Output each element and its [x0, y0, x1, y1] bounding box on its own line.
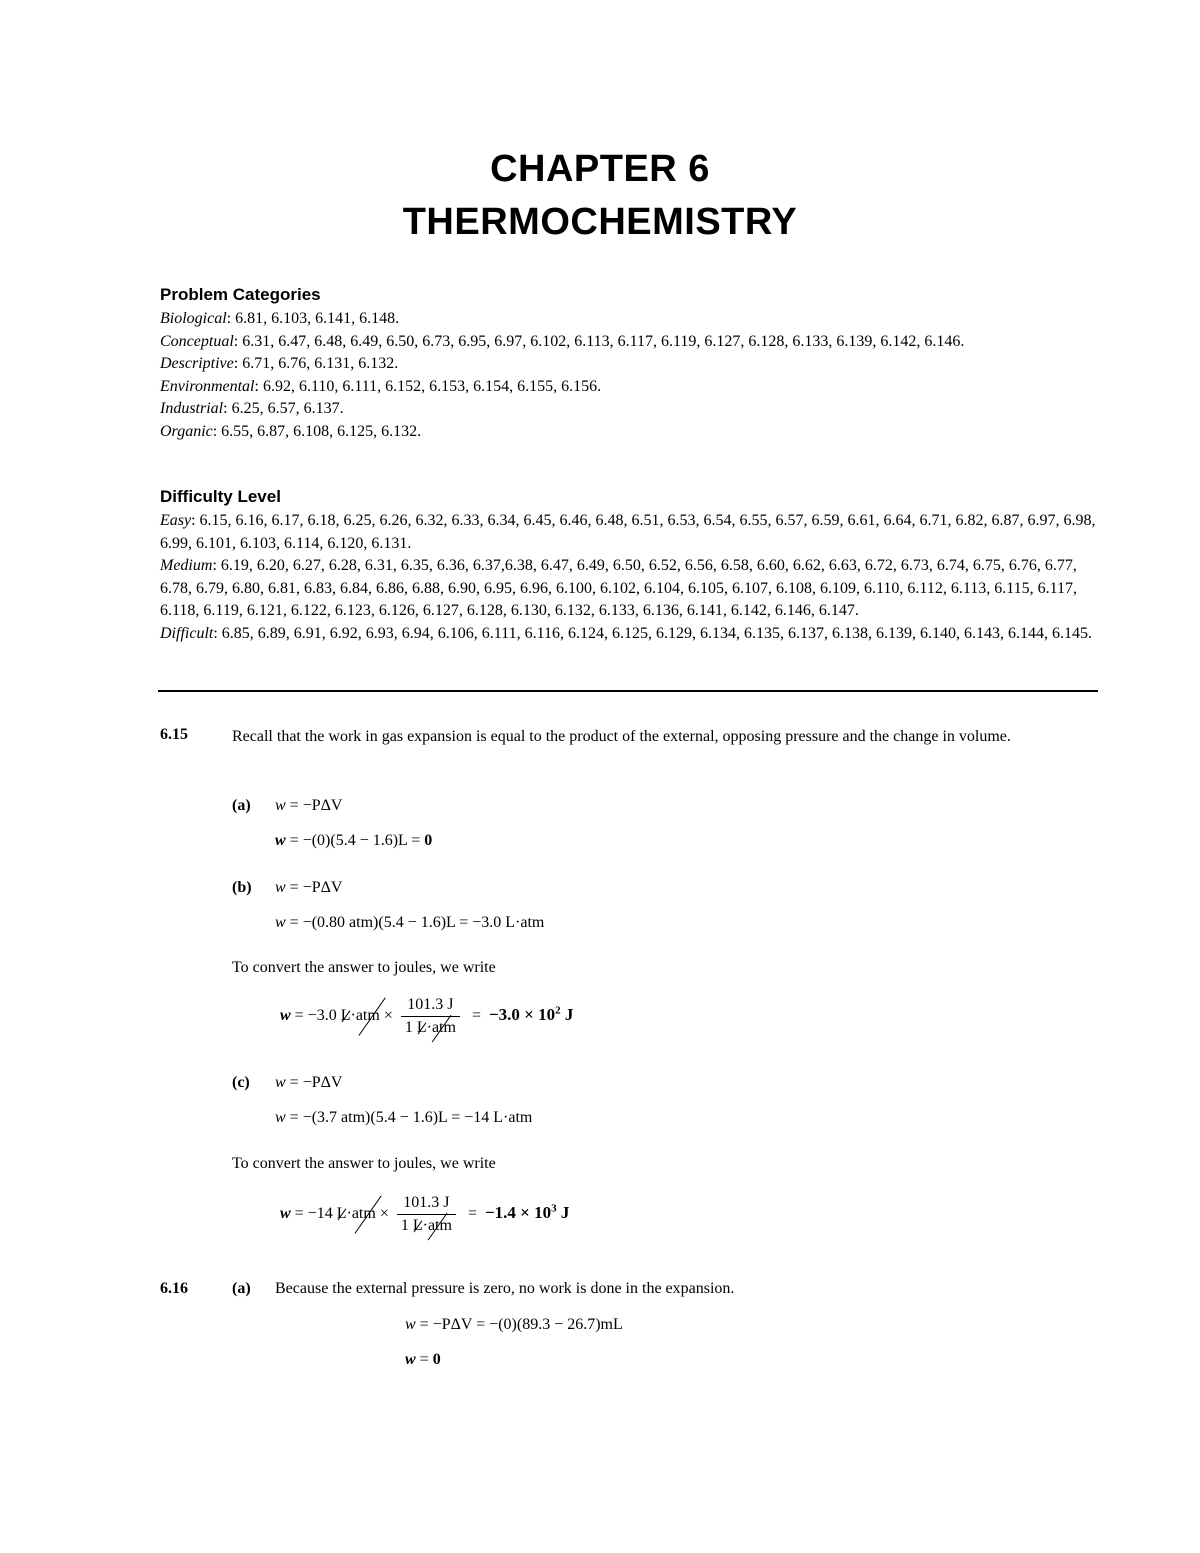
difficulty-level-heading: Difficulty Level: [160, 487, 281, 506]
part-label: (a): [232, 1280, 251, 1297]
category-organic: Organic: 6.55, 6.87, 6.108, 6.125, 6.132.: [160, 422, 422, 440]
conversion-factor: $\frac{101.3 J}{\text{1 L·atm}}$: [401, 994, 460, 1039]
result: $-3.0 \times 10^2$ J: [488, 1004, 574, 1025]
difficulty-medium: Medium: 6.19, 6.20, 6.27, 6.28, 6.31, 6.35, 6.36, 6.37,6.38, 6.47, 6.49, 6.50, 6.52, 6.56, 6.58, 6.60, 6.62, 6.63, 6.72, 6.73, 6.74, 6.75, 6.76, 6.77, 6.78, 6.79, 6.80, 6.81, 6.83, 6.84, 6.86, 6.88, 6.90, 6.95, 6.96, 6.100, 6.102, 6.104, 6.105, 6.107, 6.108, 6.109, 6.110, 6.112, 6.113, 6.115, 6.117, 6.118, 6.119, 6.121, 6.122, 6.123, 6.126, 6.127, 6.128, 6.130, 6.132, 6.133, 6.136, 6.141, 6.142, 6.146, 6.147.: [160, 557, 1078, 619]
conversion-equation: w = −14 L·atm × $\frac{101.3 J}{\text{1 L·atm}}$ = $-1.4 \times 10^3$ J: [280, 1192, 569, 1237]
part-label: (a): [232, 797, 251, 814]
chapter-title: THERMOCHEMISTRY: [402, 201, 798, 243]
difficulty-difficult: Difficult: 6.85, 6.89, 6.91, 6.92, 6.93, 6.94, 6.106, 6.111, 6.116, 6.124, 6.125, 6.129, 6.134, 6.135, 6.137, 6.138, 6.139, 6.140, 6.143, 6.144, 6.145.: [160, 624, 1092, 642]
result: $-1.4 \times 10^3$ J: [484, 1202, 570, 1223]
equation: w = −PΔV: [275, 1074, 343, 1091]
chapter-number: CHAPTER 6: [490, 148, 710, 190]
problem-text: Because the external pressure is zero, no work is done in the expansion.: [275, 1280, 735, 1297]
category-descriptive: Descriptive: 6.71, 6.76, 6.131, 6.132.: [160, 355, 399, 372]
section-divider: [158, 690, 1098, 692]
problem-number: 6.15: [160, 726, 188, 743]
equation: w = −(0.80 atm)(5.4 − 1.6)L = −3.0 L·atm: [275, 914, 545, 931]
conversion-factor: $\frac{101.3 J}{\text{1 L·atm}}$: [397, 1192, 456, 1237]
part-label: (c): [232, 1074, 250, 1091]
difficulty-easy: Easy: 6.15, 6.16, 6.17, 6.18, 6.25, 6.26, 6.32, 6.33, 6.34, 6.45, 6.46, 6.48, 6.51, 6.53, 6.54, 6.55, 6.57, 6.59, 6.61, 6.64, 6.71, 6.82, 6.87, 6.97, 6.98, 6.99, 6.101, 6.103, 6.114, 6.120, 6.131.: [160, 512, 1096, 552]
conversion-text: To convert the answer to joules, we write: [232, 959, 496, 976]
equation: w = −PΔV = −(0)(89.3 − 26.7)mL: [405, 1316, 623, 1333]
difficulty-level-list: [160, 510, 1100, 645]
equation: w = −PΔV: [275, 797, 343, 814]
equation: w = 0: [405, 1351, 441, 1368]
problem-number: 6.16: [160, 1280, 188, 1297]
equation: w = −(3.7 atm)(5.4 − 1.6)L = −14 L·atm: [275, 1109, 533, 1126]
equation: w = −PΔV: [275, 879, 343, 896]
category-biological: Biological: 6.81, 6.103, 6.141, 6.148.: [160, 310, 400, 327]
category-industrial: Industrial: 6.25, 6.57, 6.137.: [160, 400, 344, 417]
part-label: (b): [232, 879, 252, 896]
equation: w = −(0)(5.4 − 1.6)L = 0: [275, 832, 433, 849]
category-conceptual: Conceptual: 6.31, 6.47, 6.48, 6.49, 6.50, 6.73, 6.95, 6.97, 6.102, 6.113, 6.117, 6.119, 6.127, 6.128, 6.133, 6.139, 6.142, 6.146.: [160, 332, 965, 350]
problem-categories-list: [160, 308, 1100, 443]
problem-intro: Recall that the work in gas expansion is equal to the product of the external, opposing pressure and the change in volume.: [232, 728, 1011, 745]
conversion-text: To convert the answer to joules, we write: [232, 1155, 496, 1172]
category-environmental: Environmental: 6.92, 6.110, 6.111, 6.152, 6.153, 6.154, 6.155, 6.156.: [160, 377, 602, 395]
problem-categories-heading: Problem Categories: [160, 285, 321, 304]
conversion-equation: w = −3.0 L·atm × $\frac{101.3 J}{\text{1 L·atm}}$ = $-3.0 \times 10^2$ J: [280, 994, 573, 1039]
